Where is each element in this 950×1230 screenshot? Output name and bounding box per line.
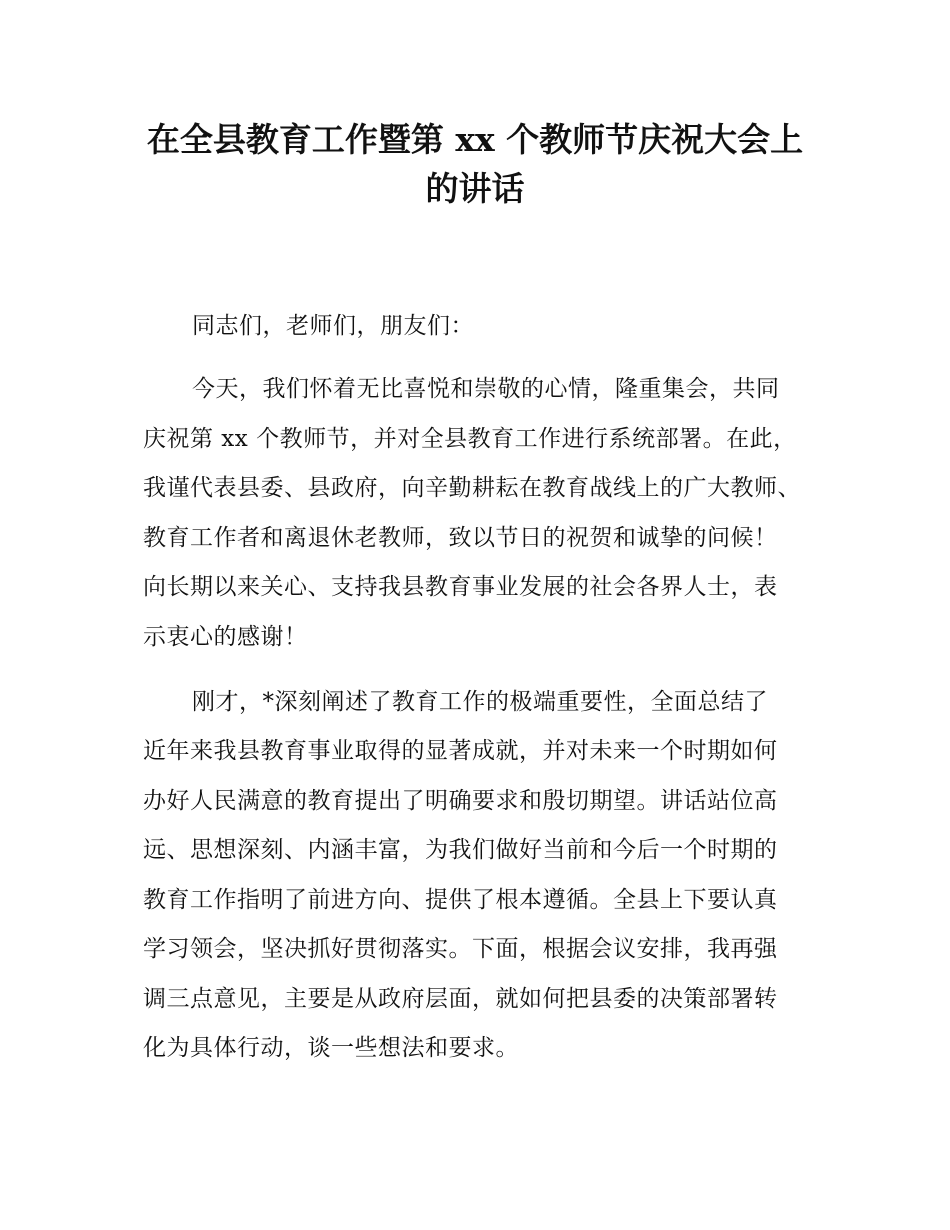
paragraph-2-line: 学习领会，坚决抓好贯彻落实。下面，根据会议安排，我再强 — [143, 936, 778, 962]
salutation: 同志们，老师们，朋友们： — [192, 313, 474, 339]
paragraph-1-line: 示衷心的感谢！ — [143, 624, 308, 650]
paragraph-1-line: 庆祝第 xx 个教师节，并对全县教育工作进行系统部署。在此， — [143, 426, 797, 452]
document-title-line-2: 的讲话 — [425, 169, 525, 208]
paragraph-2-line: 教育工作指明了前进方向、提供了根本遵循。全县上下要认真 — [143, 887, 778, 913]
paragraph-2-line: 远、思想深刻、内涵丰富，为我们做好当前和今后一个时期的 — [143, 837, 778, 863]
paragraph-2-line: 刚才，*深刻阐述了教育工作的极端重要性，全面总结了 — [192, 689, 768, 715]
paragraph-2-line: 办好人民满意的教育提出了明确要求和殷切期望。讲话站位高 — [143, 788, 778, 814]
paragraph-1-line: 向长期以来关心、支持我县教育事业发展的社会各界人士，表 — [143, 574, 778, 600]
document-title-line-1: 在全县教育工作暨第 xx 个教师节庆祝大会上 — [146, 120, 804, 159]
paragraph-2-line: 调三点意见，主要是从政府层面，就如何把县委的决策部署转 — [143, 986, 778, 1012]
paragraph-2-line: 化为具体行动，谈一些想法和要求。 — [143, 1035, 519, 1061]
paragraph-1-line: 教育工作者和离退休老教师，致以节日的祝贺和诚挚的问候！ — [143, 525, 778, 551]
paragraph-2-line: 近年来我县教育事业取得的显著成就，并对未来一个时期如何 — [143, 738, 778, 764]
paragraph-1-line: 我谨代表县委、县政府，向辛勤耕耘在教育战线上的广大教师、 — [143, 475, 801, 501]
paragraph-1-line: 今天，我们怀着无比喜悦和崇敬的心情，隆重集会，共同 — [192, 376, 780, 402]
